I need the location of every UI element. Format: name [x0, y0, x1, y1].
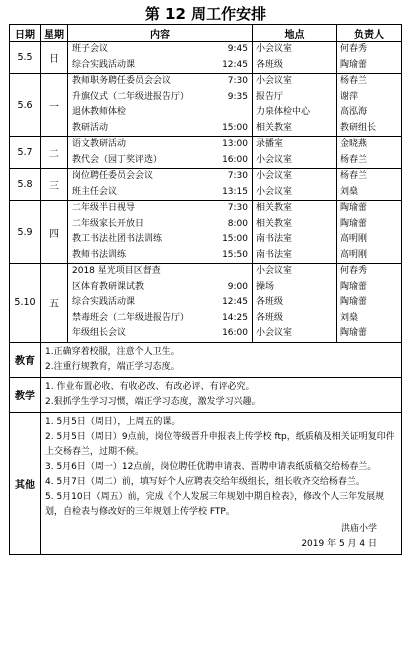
day-people [337, 169, 402, 201]
schedule-table [9, 24, 402, 555]
person-item: 陶瑜蕾 [340, 218, 368, 229]
event-item [68, 90, 252, 106]
day-weekday: 四 [41, 201, 68, 264]
note-line: 2. 5月5日（周日）9点前，岗位等级晋升申报表上传学校 ftp，纸质稿及相关证明复印件上交杨春兰，过期不候。 [45, 431, 395, 457]
event-time: 13:15 [222, 186, 248, 197]
location-item: 小会议室 [256, 186, 293, 197]
header-responsible: 负责人 [337, 25, 402, 42]
day-date: 5.6 [10, 74, 41, 137]
day-row [10, 42, 402, 74]
day-date: 5.8 [10, 169, 41, 201]
event-text: 教研活动 [72, 122, 109, 133]
event-text: 2018 星光项目区督查 [72, 266, 161, 276]
event-item [68, 58, 252, 74]
day-items [68, 42, 253, 74]
event-text: 教师书法训练 [72, 249, 127, 260]
event-time: 7:30 [227, 76, 248, 86]
person-item: 杨春兰 [340, 154, 368, 165]
event-text: 区体育教研课试教 [72, 281, 145, 292]
event-text: 班主任会议 [72, 186, 118, 197]
person-item: 高明刚 [340, 234, 368, 244]
location-item: 录播室 [256, 139, 284, 149]
day-items [68, 74, 253, 137]
event-item [68, 217, 252, 233]
event-text: 语文教研活动 [72, 139, 127, 149]
day-date: 5.10 [10, 264, 41, 343]
org-name: 洪庙小学 [340, 523, 377, 534]
event-time: 14:25 [222, 312, 248, 323]
person-item: 谢萍 [340, 91, 359, 102]
day-locations [253, 74, 337, 137]
event-text: 岗位聘任委员会会议 [72, 171, 154, 181]
location-item: 小会议室 [256, 266, 293, 276]
header-location: 地点 [253, 25, 337, 42]
day-row [10, 169, 402, 201]
location-item: 各班级 [256, 59, 284, 70]
page-title: 第 12 周工作安排 [144, 5, 267, 23]
event-text: 综合实践活动课 [72, 297, 136, 307]
event-time: 7:30 [227, 203, 248, 213]
event-text: 教师职务聘任委员会会议 [72, 76, 172, 86]
day-weekday: 日 [41, 42, 68, 74]
person-item: 陶瑜蕾 [340, 203, 368, 213]
day-items [68, 264, 253, 343]
event-time: 16:00 [222, 328, 248, 338]
person-item: 陶瑜蕾 [340, 59, 368, 70]
note-line: 4. 5月7日（周二）前，填写好个人应聘表交给年级组长，组长收齐交给杨春兰。 [45, 476, 365, 487]
location-item: 操场 [256, 281, 275, 292]
location-item: 小会议室 [256, 44, 293, 54]
day-items [68, 137, 253, 169]
location-item: 各班级 [256, 312, 284, 323]
person-item: 陶瑜蕾 [340, 281, 368, 292]
location-item: 小会议室 [256, 76, 293, 86]
person-item: 教研组长 [340, 122, 377, 133]
header-content: 内容 [68, 25, 253, 42]
event-item [68, 201, 252, 217]
day-row [10, 264, 402, 343]
note-line: 2.狠抓学生学习习惯，端正学习态度，激发学习兴趣。 [45, 396, 261, 407]
event-item [68, 169, 252, 185]
note-label: 教育 [10, 342, 41, 377]
event-time: 9:35 [227, 91, 248, 102]
event-time: 13:00 [222, 139, 248, 149]
location-item: 小会议室 [256, 154, 293, 165]
day-date: 5.9 [10, 201, 41, 264]
note-line: 1. 作业布置必收、有收必改、有改必评、有评必究。 [45, 381, 255, 392]
note-content [41, 412, 402, 554]
event-item [68, 326, 252, 342]
day-weekday: 三 [41, 169, 68, 201]
day-people [337, 264, 402, 343]
note-line: 3. 5月6日（周一）12点前，岗位聘任优聘申请表、晋聘申请表纸质稿交给杨春兰。 [45, 461, 377, 472]
event-time: 8:00 [227, 218, 248, 229]
location-item: 小会议室 [256, 171, 293, 181]
location-item: 力泉体检中心 [256, 107, 311, 117]
note-line: 1. 5月5日（周日），上周五的课。 [45, 416, 181, 427]
day-weekday: 一 [41, 74, 68, 137]
note-label: 教学 [10, 377, 41, 412]
day-locations [253, 137, 337, 169]
event-item [68, 42, 252, 58]
person-item: 刘燊 [340, 312, 359, 323]
event-text: 二年级半日视导 [72, 203, 136, 213]
event-text: 禁毒班会（二年级进报告厅） [72, 312, 190, 323]
day-weekday: 五 [41, 264, 68, 343]
person-item: 刘燊 [340, 186, 359, 197]
note-row [10, 377, 402, 412]
signature-block [45, 520, 397, 552]
event-time: 9:45 [227, 44, 248, 54]
person-item: 金晓燕 [340, 139, 368, 149]
day-people [337, 42, 402, 74]
location-item: 南书法室 [256, 249, 293, 260]
event-time: 12:45 [222, 59, 248, 70]
location-item: 相关教室 [256, 122, 293, 133]
location-item: 相关教室 [256, 218, 293, 229]
person-item: 杨春兰 [340, 171, 368, 181]
person-item: 高泓海 [340, 107, 368, 117]
day-date: 5.5 [10, 42, 41, 74]
event-item [68, 74, 252, 90]
event-item [68, 105, 252, 121]
event-item [68, 280, 252, 296]
location-item: 相关教室 [256, 203, 293, 213]
event-time: 7:30 [227, 171, 248, 181]
event-text: 综合实践活动课 [72, 59, 136, 70]
event-item [68, 232, 252, 248]
note-line: 2.注重行规教育，端正学习态度。 [45, 361, 180, 372]
event-time: 16:00 [222, 154, 248, 165]
location-item: 南书法室 [256, 234, 293, 244]
event-text: 班子会议 [72, 44, 109, 54]
day-people [337, 137, 402, 169]
event-item [68, 185, 252, 201]
event-item [68, 248, 252, 264]
day-date: 5.7 [10, 137, 41, 169]
person-item: 何春秀 [340, 44, 368, 54]
person-item: 陶瑜蕾 [340, 297, 368, 307]
note-row [10, 342, 402, 377]
event-text: 二年级家长开放日 [72, 218, 145, 229]
person-item: 杨春兰 [340, 76, 368, 86]
location-item: 小会议室 [256, 328, 293, 338]
event-text: 升旗仪式（二年级进报告厅） [72, 91, 190, 102]
event-text: 年级组长会议 [72, 328, 127, 338]
day-locations [253, 264, 337, 343]
event-item [68, 264, 252, 280]
header-week: 星期 [41, 25, 68, 42]
day-row [10, 137, 402, 169]
event-item [68, 153, 252, 169]
header-row [10, 25, 402, 42]
day-weekday: 二 [41, 137, 68, 169]
day-locations [253, 42, 337, 74]
event-time: 12:45 [222, 297, 248, 307]
day-row [10, 201, 402, 264]
note-content [41, 377, 402, 412]
event-item [68, 295, 252, 311]
day-locations [253, 201, 337, 264]
day-row [10, 74, 402, 137]
day-locations [253, 169, 337, 201]
event-time: 15:00 [222, 122, 248, 133]
event-item [68, 311, 252, 327]
event-item [68, 121, 252, 137]
issue-date: 2019 年 5 月 4 日 [301, 538, 377, 549]
note-row [10, 412, 402, 554]
note-label: 其他 [10, 412, 41, 554]
event-item [68, 137, 252, 153]
location-item: 报告厅 [256, 91, 284, 102]
day-items [68, 169, 253, 201]
day-people [337, 74, 402, 137]
header-date: 日期 [10, 25, 41, 42]
day-items [68, 201, 253, 264]
event-text: 退休教师体检 [72, 107, 127, 117]
event-time: 15:00 [222, 234, 248, 244]
person-item: 高明刚 [340, 249, 368, 260]
note-line: 1.正确穿着校服，注意个人卫生。 [45, 346, 180, 357]
note-line: 5. 5月10日（周五）前，完成《个人发展三年规划中期自检表》，修改个人三年发展规划，自检表与修改好的三年规划上传学校 FTP。 [45, 491, 385, 517]
event-text: 教工书法社团书法训练 [72, 234, 163, 244]
note-content [41, 342, 402, 377]
event-text: 教代会（园丁奖评选） [72, 154, 163, 165]
person-item: 陶瑜蕾 [340, 328, 368, 338]
day-people [337, 201, 402, 264]
event-time: 9:00 [227, 281, 248, 292]
location-item: 各班级 [256, 297, 284, 307]
person-item: 何春秀 [340, 266, 368, 276]
event-time: 15:50 [222, 249, 248, 260]
